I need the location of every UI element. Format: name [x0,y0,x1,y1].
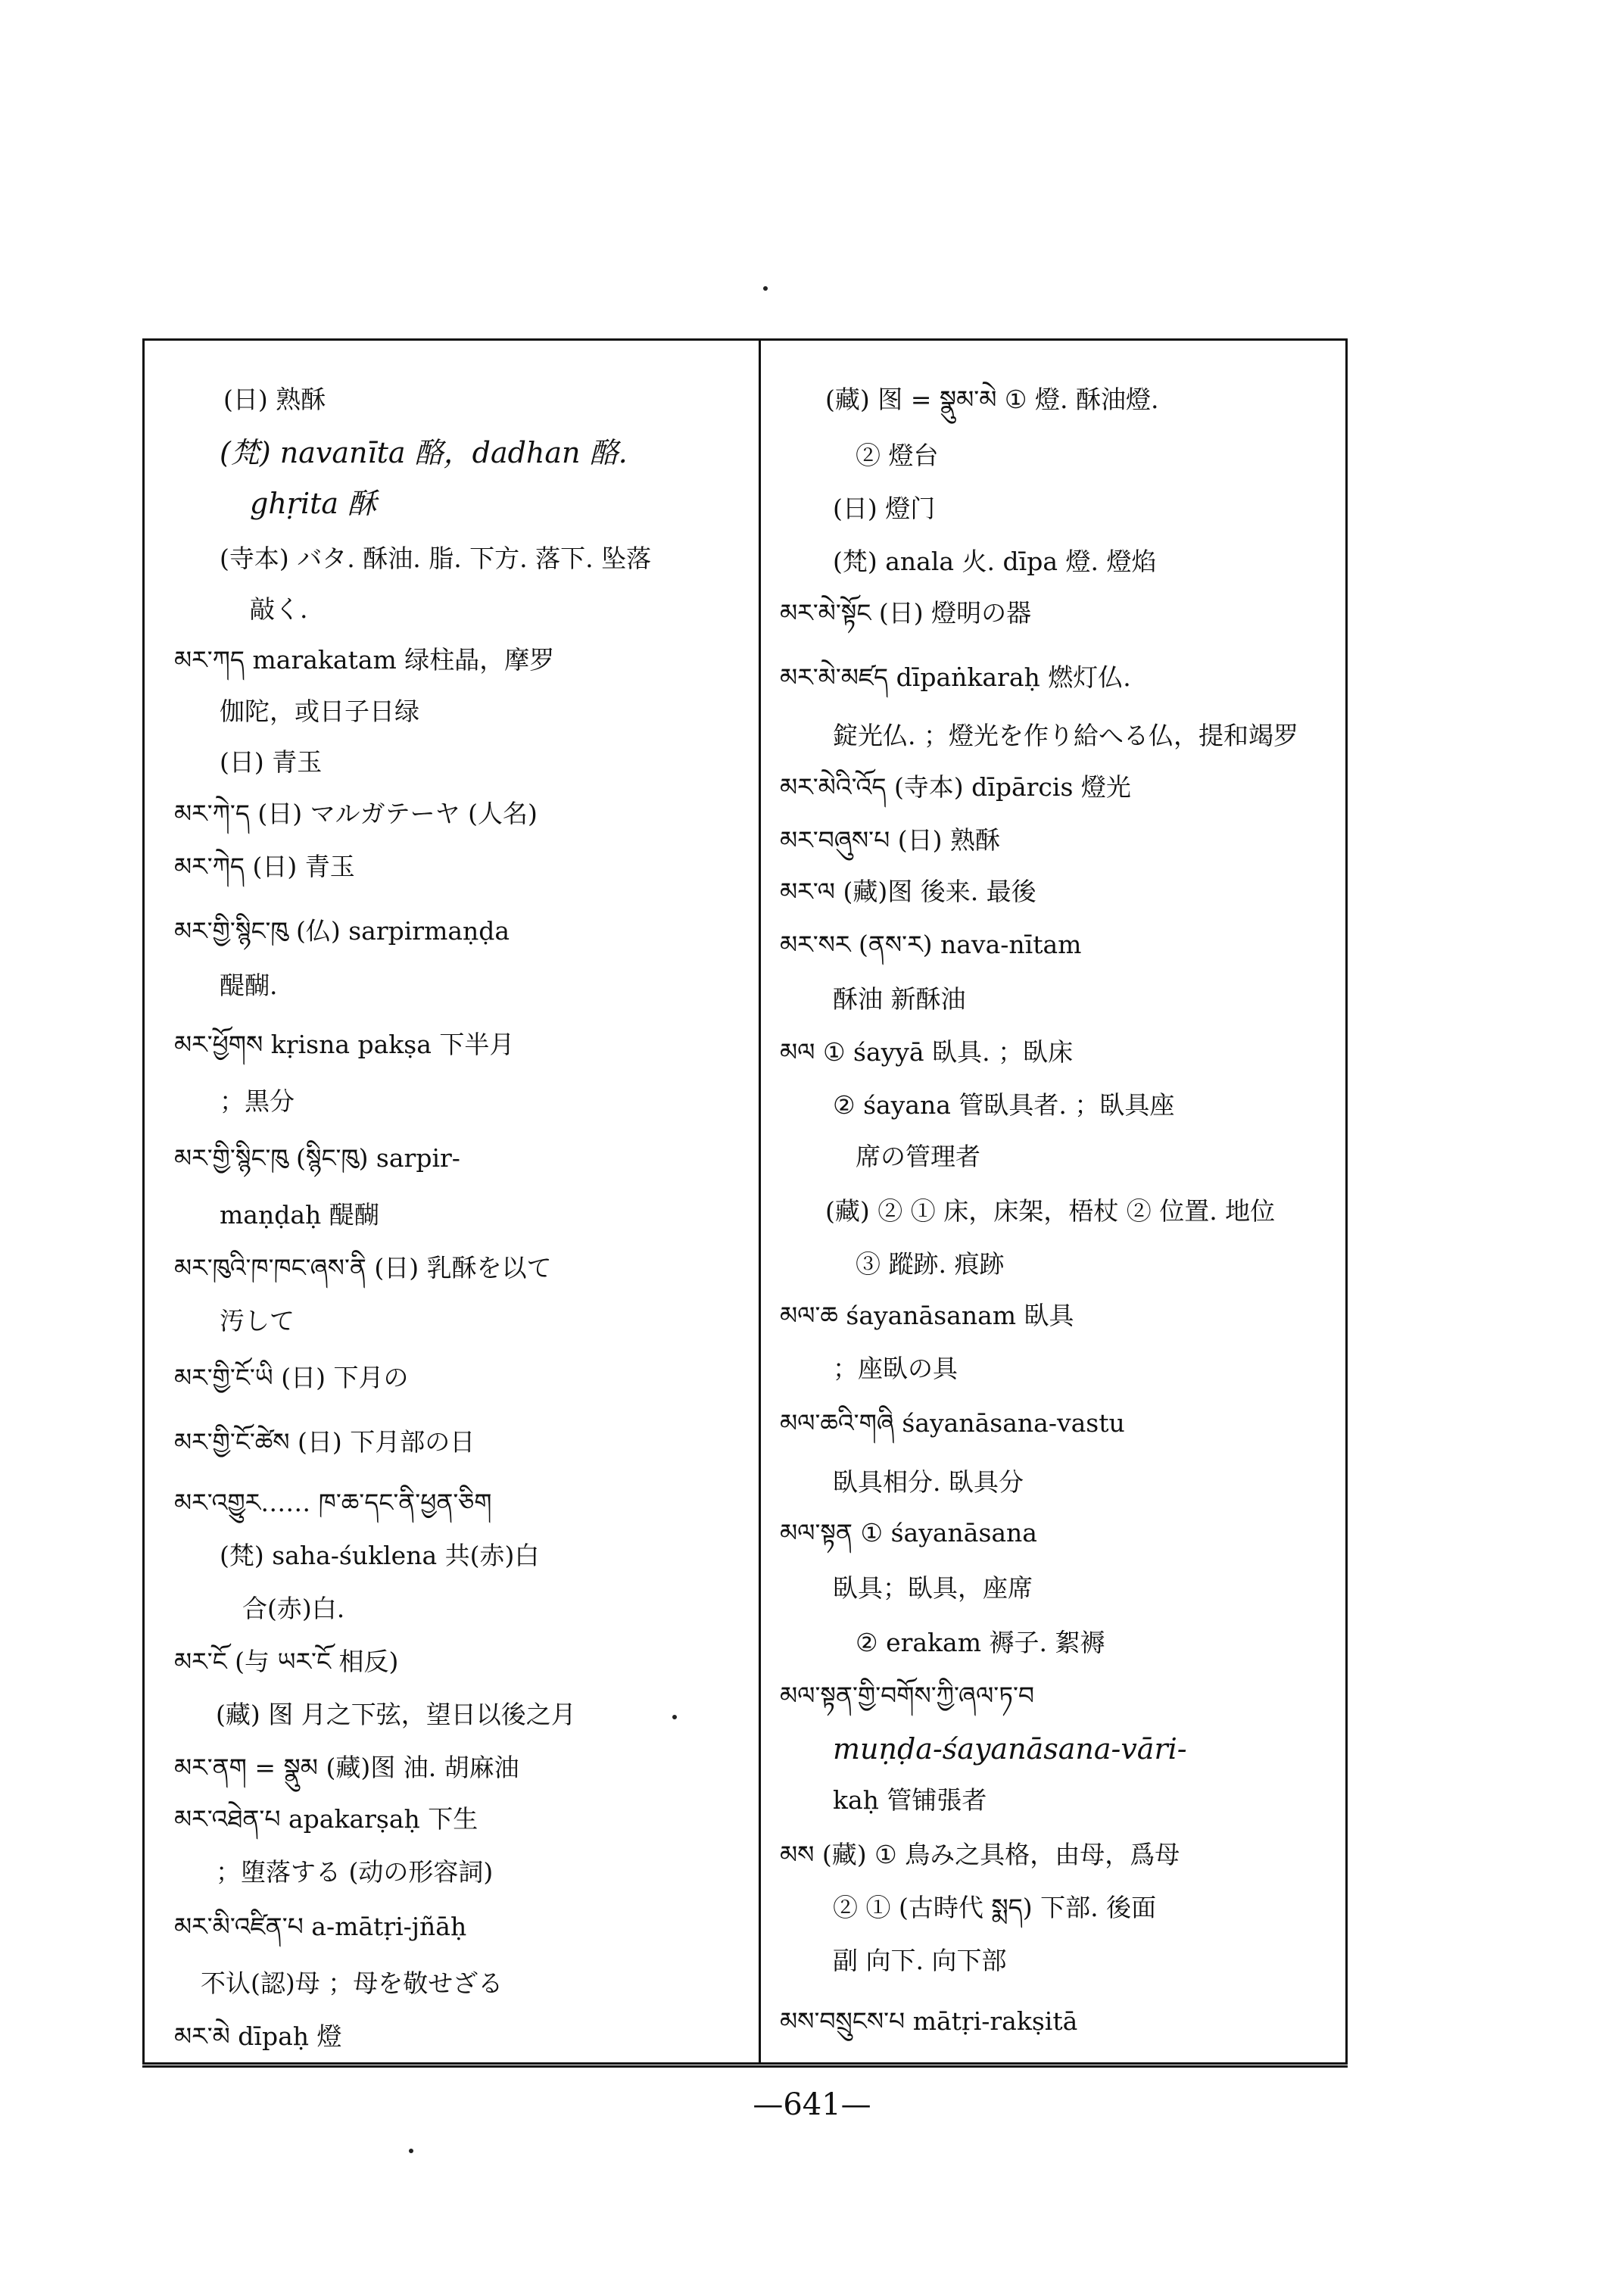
entry-line: ② ① (古時代 སྨད) 下部. 後面 [833,1893,1157,1922]
entry-line: མར་གྱི་སྙིང་ཁུ (仏) sarpirmaṇḍa [174,916,510,946]
entry-line: (日) 青玉 [220,747,323,777]
entry-line: མར་ནག = སྣུམ (藏)图 油. 胡麻油 [174,1753,519,1782]
entry-line: 伽陀，或日子日绿 [220,697,419,726]
entry-line: མར་མེ་མཛད dīpaṅkaraḥ 燃灯仏. [780,662,1131,692]
entry-line: མར་གྱི་སྙིང་ཁུ (སྙིང་ཁུ) sarpir- [174,1143,460,1173]
entry-line: muṇḍa-śayanāsana-vāri- [833,1732,1187,1766]
entry-line: ；座臥の具 [833,1354,958,1383]
entry-line: (藏) ② ① 床，床架，梧杖 ② 位置. 地位 [825,1196,1276,1226]
entry-line: ② śayana 管臥具者. ；臥具座 [833,1090,1175,1120]
entry-line: (梵) navanīta 酪，dadhan 酪. [220,436,628,469]
entry-line: མར་ངོ (与 ཡར་ངོ 相反) [174,1647,399,1676]
entry-line: མར་བཞུས་པ (日) 熟酥 [780,825,1000,855]
entry-line: མར་མི་འཛིན་པ a-mātṛi-jñāḥ [174,1912,467,1941]
entry-line: མས་བསྲུངས་པ mātṛi-rakṣitā [780,2006,1078,2036]
entry-line: མར་ཀེད (日) 青玉 [174,852,355,881]
entry-line: 合(赤)白. [242,1594,345,1623]
entry-line: ；堕落する (动の形容詞) [216,1857,494,1887]
entry-line: མར་གྱི་ངོ་ཚེས (日) 下月部の日 [174,1427,475,1457]
entry-line: (梵) saha-śuklena 共(赤)白 [220,1541,540,1570]
entry-line: མལ་ཆའི་གཞི śayanāsana-vastu [780,1408,1125,1438]
entry-line: ② erakam 褥子. 絮褥 [856,1628,1105,1657]
entry-line: མལ་སྟན་གྱི་བགོས་ཀྱི་ཞལ་ཏ་བ [780,1681,1035,1710]
entry-line: kaḥ 管铺張者 [833,1785,987,1815]
entry-line: མར་ཀེ་ད (日) マルガテーヤ (人名) [174,799,538,828]
entry-line: 席の管理者 [856,1142,980,1171]
entry-line: མར་ལ (藏)图 後来. 最後 [780,877,1036,906]
column-divider [759,338,761,2065]
entry-line: (日) 熟酥 [223,385,326,414]
entry-line: མར་གྱི་ངོ་ཡི (日) 下月の [174,1363,409,1392]
entry-line: 副 向下. 向下部 [833,1946,1007,1975]
entry-line: maṇḍaḥ 醍醐 [220,1200,379,1230]
entry-line: མར་ཀད marakatam 绿柱晶，摩罗 [174,645,555,675]
entry-line: མར་ཁུའི་ཁ་ཁང་ཞས་ནི (日) 乳酥を以て [174,1253,552,1283]
entry-line: མར་སར (ནས་ར) nava-nītam [780,930,1082,959]
entry-line: 醍醐. [220,971,278,1000]
entry-line: 敲く. [250,594,308,624]
entry-line: མར་མེ dīpaḥ 燈 [174,2021,342,2051]
entry-line: ；黒分 [220,1086,295,1116]
frame-underline [142,2065,1348,2068]
entry-line: མར་ཕྱོགས kṛisna pakṣa 下半月 [174,1030,515,1059]
entry-line: མལ་ཆ śayanāsanam 臥具 [780,1301,1074,1330]
entry-line: མར་འཐེན་པ apakarṣaḥ 下生 [174,1804,478,1834]
entry-line: མལ ① śayyā 臥具. ；臥床 [780,1037,1074,1067]
entry-line: མས (藏) ① 鳥み之具格，由母，爲母 [780,1840,1180,1869]
entry-line: 汚して [220,1306,295,1336]
entry-line: 錠光仏. ；燈光を作り給へる仏，提和竭罗 [833,721,1298,750]
entry-line: མར་མེ་སྟོང (日) 燈明の器 [780,598,1032,628]
entry-line: (藏) 图 = སྣུམ་མེ ① 燈. 酥油燈. [825,385,1159,414]
entry-line: ③ 蹤跡. 痕跡 [856,1249,1005,1279]
scan-speck [409,2149,413,2153]
entry-line: (寺本) バタ. 酥油. 脂. 下方. 落下. 坠落 [220,544,652,573]
entry-line: ② 燈台 [856,441,939,470]
entry-line: 酥油 新酥油 [833,984,966,1014]
entry-line: མལ་སྟན ① śayanāsana [780,1518,1037,1548]
entry-line: 臥具相分. 臥具分 [833,1467,1024,1497]
entry-line: (藏) 图 月之下弦，望日以後之月 [216,1700,576,1729]
entry-line: མར་མེའི་འོད (寺本) dīpārcis 燈光 [780,772,1131,802]
entry-line: མར་འགྱུར…… ཁ་ཆ་དང་ནི་ཕྱན་ཅིག [174,1488,492,1517]
page-number: —641— [753,2087,871,2122]
entry-line: 臥具；臥具，座席 [833,1573,1033,1603]
entry-line: 不认(認)母 ；母を敬せざる [201,1968,503,1998]
entry-line: ghṛita 酥 [250,487,377,520]
entry-line: (梵) anala 火. dīpa 燈. 燈焰 [833,547,1157,576]
entry-line: (日) 燈门 [833,494,936,523]
scan-speck [763,286,768,291]
scan-speck [672,1715,677,1719]
